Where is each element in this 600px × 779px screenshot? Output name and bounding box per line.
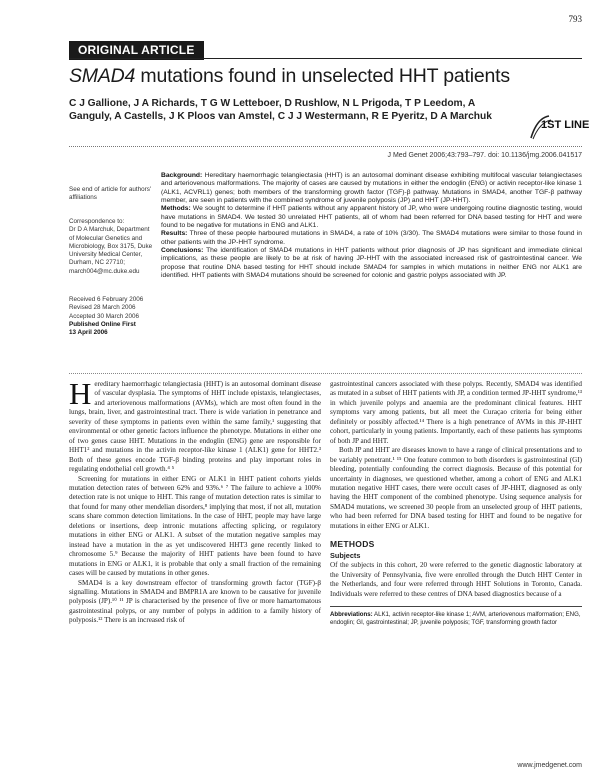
abstract-results: Results: Three of these people harboured mutations in SMAD4, a rate of 10% (3/30). The SMAD4 mutations were similar to those found in other patients with the JP-HHT syndrome. xyxy=(161,230,582,246)
first-line-badge xyxy=(527,112,590,142)
published-date: 13 April 2006 xyxy=(69,329,108,337)
body-paragraph: Of the subjects in this cohort, 20 were referred to the genetic diagnostic laboratory at the University of Pennsylvania, five were enrolled through the Dutch HHT Center in the Netherlands, and four were referred through HHT Solutions in Toronto, Canada. Individuals were referred to these centres of DNA based diagnostics because of a xyxy=(330,561,582,598)
abstract xyxy=(161,172,582,280)
header-rule xyxy=(69,58,582,59)
page-number: 793 xyxy=(568,14,582,24)
body-paragraph: Both JP and HHT are diseases known to have a range of clinical presentations and to be variably penetrant.¹ ¹⁵ One feature common to both disorders is gastrointestinal (GI) bleeding, potentially confounding the correct diagnosis. Because of this potential for uncertainty in diagnoses, we questioned whether, among a cohort of ENG and ALK1 mutation negative HHT cases, there were occult cases of JP-HHT, diagnosed as only having the HHT component of the combined phenotype. Using sequence analysis for SMAD4 mutations, we screened 30 people from an unselected group of HHT patients, who had been referred for DNA based testing for HHT and found to be negative for mutations in either ENG or ALK1. xyxy=(330,446,582,530)
first-line-label: 1ST LINE xyxy=(541,119,590,131)
abbreviations-box: Abbreviations: ALK1, activin receptor-like kinase 1; AVM, arteriovenous malformation; ENG, endoglin; GI, gastrointestinal; JP, juvenile polyposis; TGF, transforming growth factor xyxy=(330,606,582,627)
abstract-methods: Methods: We sought to determine if HHT patients without any apparent history of JP, who were undergoing routine diagnostic testing, would have mutations in SMAD4. We tested 30 unrelated HHT patients, all of whom had been referred for DNA based testing for HHT and were found to be negative for mutations in ENG and ALK1. xyxy=(161,205,582,230)
abstract-rule xyxy=(69,373,582,374)
received-date: Received 6 February 2006 xyxy=(69,296,144,303)
dotted-rule xyxy=(69,146,582,147)
body-paragraph: SMAD4 is a key downstream effector of transforming growth factor (TGF)-β signalling. Mutations in SMAD4 and BMPR1A are known to be causative for juvenile polyposis (JP).¹⁰ ¹¹ JP is characterised by the presence of five or more hamartomatous gastrointestinal polyps, or any number of polyps in addition to a family history of polyposis.¹² There is an increased risk of xyxy=(69,578,321,625)
abstract-background: Background: Hereditary haemorrhagic telangiectasia (HHT) is an autosomal dominant disease exhibiting multifocal vascular telangiectases and arteriovenous malformations. The majority of cases are caused by mutations in either the endoglin (ENG) or activin receptor-like kinase 1 (ALK1, ACVRL1) genes; both members of the transforming growth factor (TGF)-β pathway. Mutations in SMAD4, another TGF-β pathway member, are seen in patients with the combined syndrome of juvenile polyposis (JP) and HHT (JP-HHT). xyxy=(161,172,582,205)
accepted-date: Accepted 30 March 2006 xyxy=(69,312,140,320)
journal-url: www.jmedgenet.com xyxy=(517,762,582,769)
dates-block xyxy=(69,296,154,337)
correspondence-text: Dr D A Marchuk, Department of Molecular Genetics and Microbiology, Box 3175, Duke University Medical Center, Durham, NC 27710; march004@mc.duke.edu xyxy=(69,226,153,275)
body-paragraph: Screening for mutations in either ENG or ALK1 in HHT patient cohorts yields mutation detection rates of between 62% and 93%.⁶ ⁷ The failure to achieve a 100% detection rate is not unique to HHT. This range of mutation detection rates is similar to that found for many other mendelian disorders,⁸ implying that most, if not all, mutation scans share common detection limitations. In the case of HHT, people may have large deletions or insertions, deep intronic mutations affecting splicing, or regulatory mutations in either ENG or ALK1. A subset of the mutation negative samples may instead have a mutation in the as yet undiscovered HHT3 gene recently linked to chromosome 5.⁹ Because the majority of HHT patients have been found to have mutations in ENG or ALK1, it is probable that only a small fraction of the remaining cases will be caused by mutations in other genes. xyxy=(69,474,321,578)
subjects-heading: Subjects xyxy=(330,550,361,560)
body-paragraph: gastrointestinal cancers associated with these polyps. Recently, SMAD4 was identified as mutated in a subset of HHT patients with JP, a condition termed JP-HHT syndrome,¹³ in which juvenile polyps and anaemia are the predominant clinical features. HHT symptoms vary among patients, but all meet the Curaçao criteria for being either definitely or possibly affected.¹⁴ There is a high penetrance of AVMs in this JP-HHT cohort, particularly in young patients. Importantly, each of these patients has symptoms of both JP and HHT. xyxy=(330,380,582,445)
abstract-conclusions: Conclusions: The identification of SMAD4 mutations in HHT patients without prior diagnosis of JP has significant and immediate clinical implications, as these people are likely to be at risk of having JP-HHT with the associated increased risk of gastrointestinal cancer. We propose that routine DNA based testing for HHT should include SMAD4 for samples in which mutations in neither ENG nor ALK1 are identified. HHT patients with SMAD4 mutations should be screened for colonic and gastric polyps associated with JP. xyxy=(161,247,582,280)
article-type-banner: ORIGINAL ARTICLE xyxy=(69,41,204,60)
body-column-right xyxy=(330,380,582,627)
correspondence-label: Correspondence to: xyxy=(69,218,125,225)
methods-heading: METHODS xyxy=(330,539,375,550)
body-paragraph: Hereditary haemorrhagic telangiectasia (HHT) is an autosomal dominant disease of vascular dysplasia. The symptoms of HHT include epistaxis, telangiectases, and arteriovenous malformations (AVMs), which are most often found in the lungs, brain, liver, and gastrointestinal tract. There is wide variation in penetrance and severity of these symptoms in patients even within the same family,¹ suggesting that environmental or other genetic factors influence the phenotype. Mutations in either one of two genes cause HHT. Mutations in the endoglin (ENG) gene are responsible for HHT1² and mutations in the activin receptor-like kinase 1 (ALK1) gene for HHT2.³ Both of these genes encode TGF-β binding proteins and play important roles in regulating endothelial cell growth.⁴ ⁵ xyxy=(69,376,321,474)
first-line-icon xyxy=(527,112,590,142)
body-column-left xyxy=(69,376,321,626)
affiliations-note: See end of article for authors' affiliations xyxy=(69,186,152,202)
published-label: Published Online First xyxy=(69,320,136,328)
citation: J Med Genet 2006;43:793–797. doi: 10.1136/jmg.2006.041517 xyxy=(387,152,582,159)
title-gene-name: SMAD4 xyxy=(69,65,136,87)
title-text: mutations found in unselected HHT patients xyxy=(135,65,510,87)
article-title xyxy=(69,65,549,88)
drop-cap: H xyxy=(69,376,92,411)
correspondence-block xyxy=(69,218,154,276)
revised-date: Revised 28 March 2006 xyxy=(69,304,136,312)
author-list: C J Gallione, J A Richards, T G W Letteboer, D Rushlow, N L Prigoda, T P Leedom, A Ganguly, A Castells, J K Ploos van Amstel, C J J Westermann, R E Pyeritz, D A Marchuk xyxy=(69,98,492,123)
